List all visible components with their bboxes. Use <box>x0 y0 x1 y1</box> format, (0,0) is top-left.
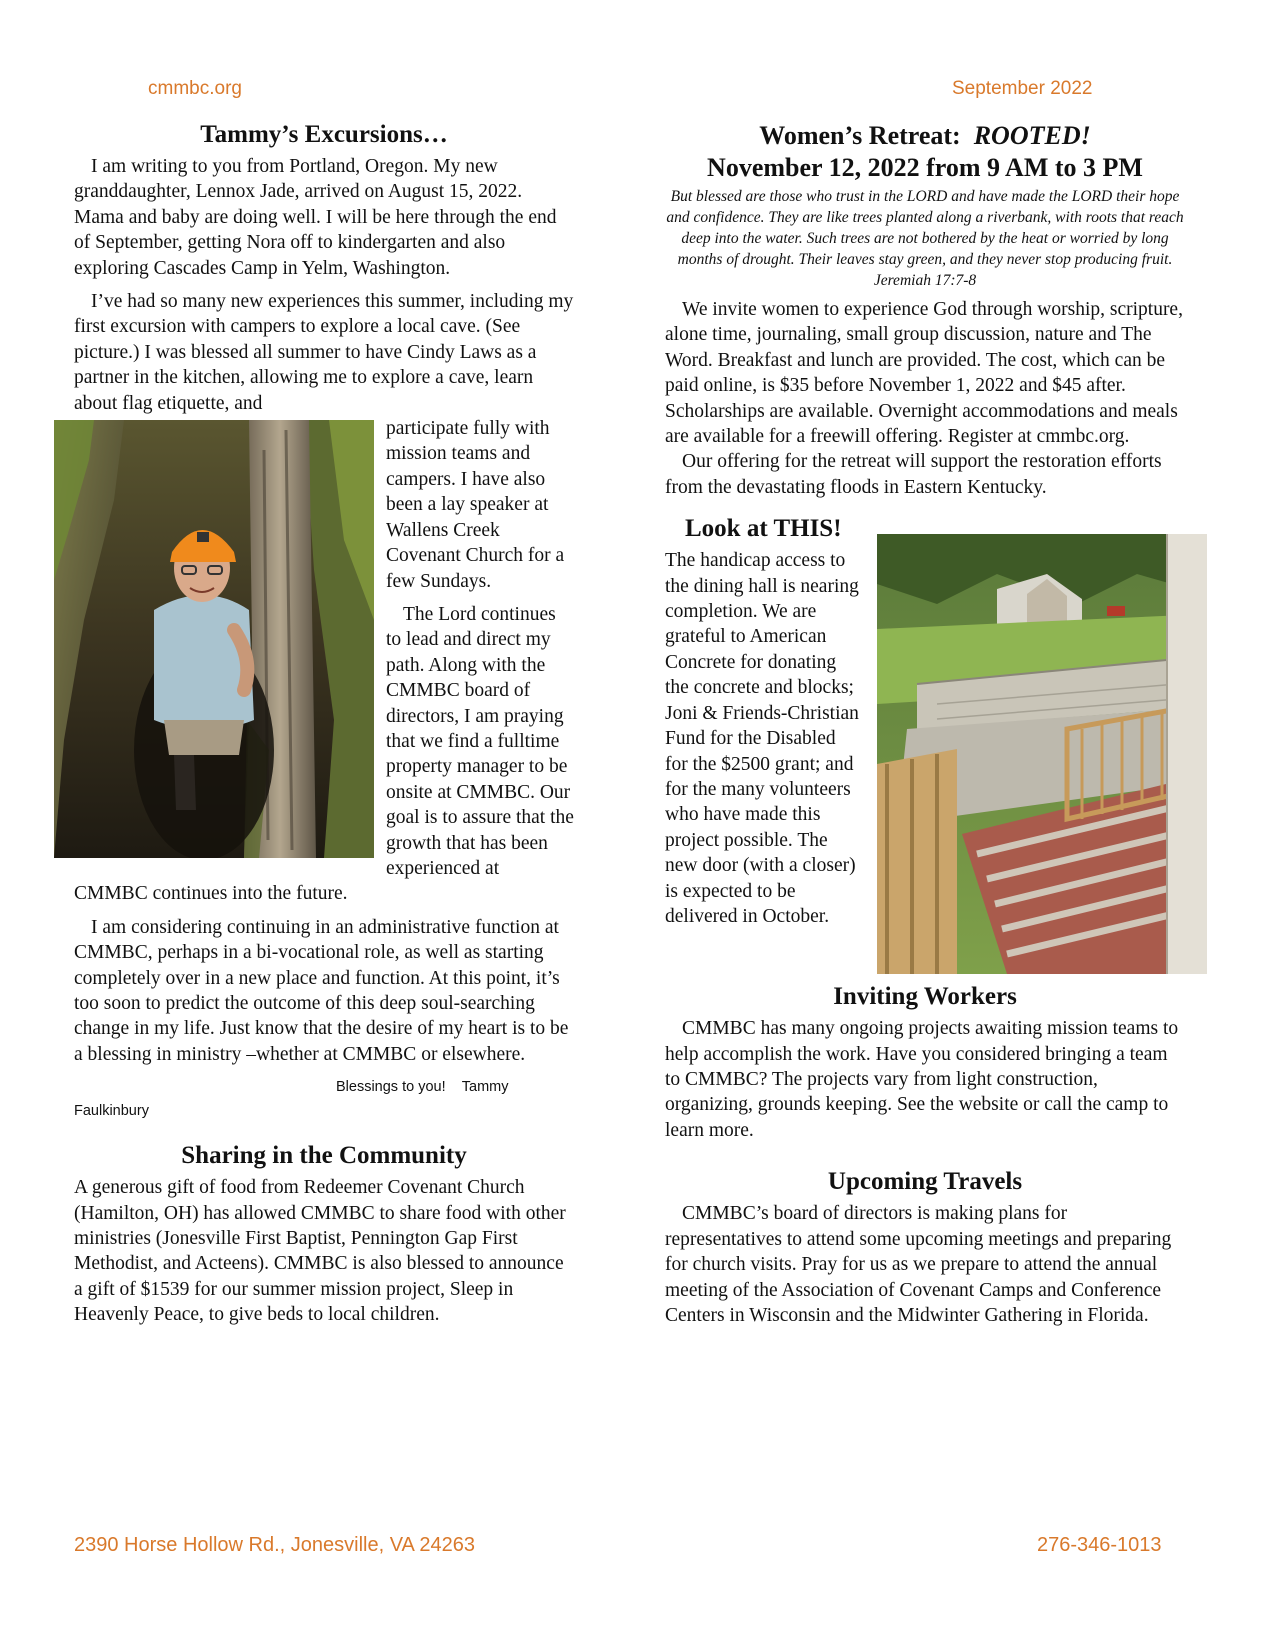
left-column <box>74 120 574 1336</box>
signature-last-name: Faulkinbury <box>74 1103 149 1120</box>
retreat-paragraph-2: Our offering for the retreat will support the restoration efforts from the devastating floods in Eastern Kentucky. <box>665 451 1162 498</box>
tammy-paragraph-1: I am writing to you from Portland, Oregon. My new granddaughter, Lennox Jade, arrived on August 15, 2022. Mama and baby are doing well. I will be here through the end of September, getting Nora off to kindergarten and also exploring Cascades Camp in Yelm, Washington. <box>74 156 557 279</box>
signature-first-name: Tammy <box>461 1079 509 1096</box>
look-paragraph: The handicap access to the dining hall is nearing completion. We are grateful to American Concrete for donating the concrete and blocks; Joni & Friends-Christian Fund for the Disabled for the $2500 grant; and for the many volunteers who have made this project possible. The new door (with a closer) is expected to be delivered in October. <box>665 550 859 927</box>
ramp-photo-graphic <box>877 534 1207 974</box>
retreat-paragraph-1: We invite women to experience God through worship, scripture, alone time, journaling, small group discussion, nature and The Word. Breakfast and lunch are provided. The cost, which can be paid online, is $35 before November 1, 2022 and $45 after. Scholarships are available. Overnight accommodations and meals are available for a freewill offering. Register at cmmbc.org. <box>665 299 1183 448</box>
tammy-paragraph-4: I am considering continuing in an administrative function at CMMBC, perhaps in a bi-vocational role, as well as starting completely over in a new place and function. At this point, it’s too soon to predict the outcome of this deep soul-searching change in my life. Just know that the desire of my heart is to be a blessing in ministry –whether at CMMBC or elsewhere. <box>74 916 569 1065</box>
tammy-title: Tammy’s Excursions… <box>200 121 448 148</box>
header-date: September 2022 <box>952 78 1093 99</box>
tammy-paragraph-2a: I’ve had so many new experiences this summer, including my first excursion with campers to explore a local cave. (See picture.) I was blessed all summer to have Cindy Laws as a partner in the kitchen, allowing me to explore a cave, learn about flag etiquette, and <box>74 291 574 414</box>
scripture-reference: Jeremiah 17:7-8 <box>873 272 977 289</box>
travels-title: Upcoming Travels <box>827 1168 1023 1196</box>
workers-paragraph: CMMBC has many ongoing projects awaiting mission teams to help accomplish the work. Have you considered bringing a team to CMMBC? The projects vary from light construction, organizing, grounds keeping. See the website or call the camp to learn more. <box>665 1018 1179 1141</box>
header-site: cmmbc.org <box>148 78 242 99</box>
cave-photo-graphic <box>54 420 374 858</box>
tammy-paragraph-2b: participate fully with mission teams and campers. I have also been a lay speaker at Wallens Creek Covenant Church for a few Sundays. <box>386 418 565 592</box>
workers-title: Inviting Workers <box>833 983 1017 1011</box>
ramp-photo <box>877 534 1207 974</box>
travels-paragraph: CMMBC’s board of directors is making plans for representatives to attend some upcoming meetings and preparing for church visits. Pray for us as we prepare to attend the annual meeting of the Association of Covenant Camps and Conference Centers in Wisconsin and the Midwinter Gathering in Florida. <box>665 1203 1172 1326</box>
retreat-date: November 12, 2022 from 9 AM to 3 PM <box>707 153 1143 182</box>
footer-phone: 276-346-1013 <box>1037 1534 1162 1556</box>
sharing-title: Sharing in the Community <box>181 1142 467 1170</box>
signature-greeting: Blessings to you! <box>336 1079 446 1096</box>
retreat-title-main: Women’s Retreat: <box>759 121 961 150</box>
look-title: Look at THIS! <box>685 515 842 543</box>
right-column <box>665 120 1185 1336</box>
tammy-paragraph-3: The Lord continues to lead and direct my path. Along with the CMMBC board of directors, I am praying that we find a fulltime property manager to be onsite at CMMBC. Our goal is to assure that the growth that has been experienced at CMMBC continues into the future. <box>74 603 574 905</box>
signature <box>74 1075 574 1123</box>
retreat-scripture <box>665 186 1185 291</box>
sharing-paragraph: A generous gift of food from Redeemer Covenant Church (Hamilton, OH) has allowed CMMBC to share food with other ministries (Jonesville First Baptist, Pennington Gap First Methodist, and Acteens). CMMBC is also blessed to announce a gift of $1539 for our summer mission project, Sleep in Heavenly Peace, to give beds to local children. <box>74 1177 566 1326</box>
footer-address: 2390 Horse Hollow Rd., Jonesville, VA 24263 <box>74 1534 475 1556</box>
scripture-text: But blessed are those who trust in the LORD and have made the LORD their hope and confidence. They are like trees planted along a riverbank, with roots that reach deep into the water. Such trees are not bothered by the heat or worried by long months of drought. Their leaves stay green, and they never stop producing fruit. <box>666 188 1184 268</box>
retreat-title-rooted: ROOTED! <box>973 121 1091 150</box>
cave-photo <box>54 420 374 858</box>
retreat-title <box>665 120 1185 184</box>
